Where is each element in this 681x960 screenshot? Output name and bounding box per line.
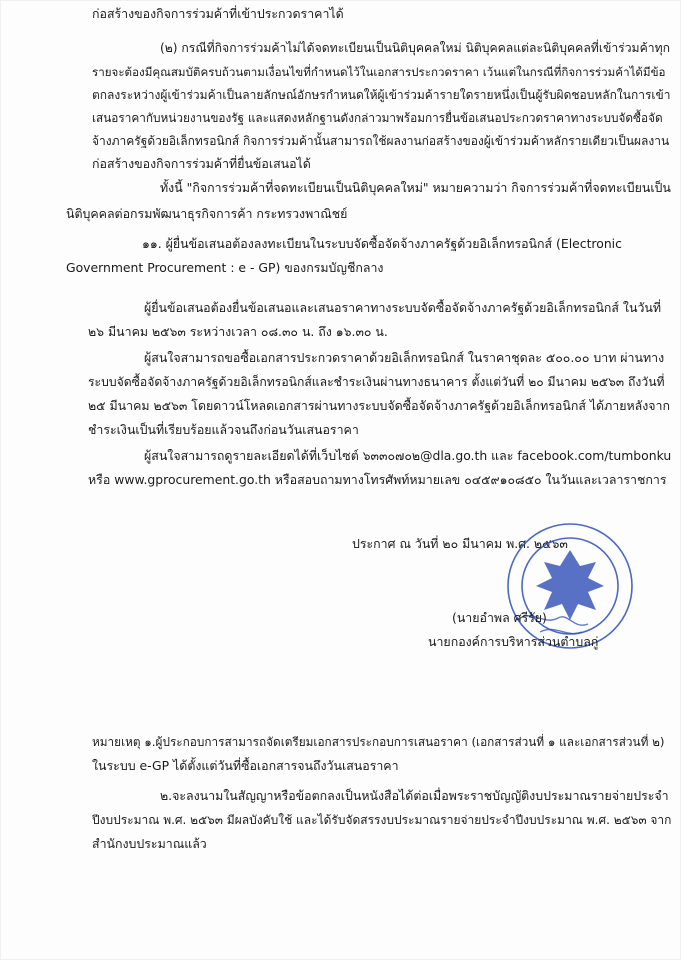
text-line: ๑๑. ผู้ยื่นข้อเสนอต้องลงทะเบียนในระบบจัดซื้อจัดจ้างภาครัฐด้วยอิเล็กทรอนิกส์ (Electronic <box>142 236 622 251</box>
text-line: ตกลงระหว่างผู้เข้าร่วมค้าเป็นลายลักษณ์อักษรกำหนดให้ผู้เข้าร่วมค้ารายใดรายหนึ่งเป็นผู้รับผิดชอบหลักในการเข้า <box>92 88 671 102</box>
text-line: หรือ www.gprocurement.go.th หรือสอบถามทางโทรศัพท์หมายเลข ๐๔๕๙๑๐๘๕๐ ในวันและเวลาราชการ <box>88 472 667 487</box>
signer-name: (นายอำพล ศรีรัย) <box>452 610 547 625</box>
text-line: ทั้งนี้ "กิจการร่วมค้าที่จดทะเบียนเป็นนิติบุคคลใหม่" หมายความว่า กิจการร่วมค้าที่จดทะเบียนเป็น <box>160 180 671 195</box>
text-line: ในระบบ e-GP ได้ตั้งแต่วันที่ซื้อเอกสารจนถึงวันเสนอราคา <box>92 758 399 773</box>
text-line: ๒๖ มีนาคม ๒๕๖๓ ระหว่างเวลา ๐๘.๓๐ น. ถึง ๑๖.๓๐ น. <box>88 324 388 339</box>
text-line: นิติบุคคลต่อกรมพัฒนาธุรกิจการค้า กระทรวงพาณิชย์ <box>66 206 348 221</box>
signer-title: นายกองค์การบริหารส่วนตำบลกู่ <box>428 634 599 649</box>
text-line: ระบบจัดซื้อจัดจ้างภาครัฐด้วยอิเล็กทรอนิกส์และชำระเงินผ่านทางธนาคาร ตั้งแต่วันที่ ๒๐ มีนาคม ๒๕๖๓ ถึงวันที่ <box>88 375 665 389</box>
text-line: รายจะต้องมีคุณสมบัติครบถ้วนตามเงื่อนไขที่กำหนดไว้ในเอกสารประกวดราคา เว้นแต่ในกรณีที่กิจการร่วมค้าได้มีข้อ <box>92 65 666 79</box>
text-line: Government Procurement : e - GP) ของกรมบัญชีกลาง <box>66 260 384 275</box>
text-line: ๒.จะลงนามในสัญญาหรือข้อตกลงเป็นหนังสือได้ต่อเมื่อพระราชบัญญัติงบประมาณรายจ่ายประจำ <box>160 788 669 803</box>
text-line: ชำระเงินเป็นที่เรียบร้อยแล้วจนถึงก่อนวันเสนอราคา <box>88 422 359 437</box>
text-line: ผู้ยื่นข้อเสนอต้องยื่นข้อเสนอและเสนอราคาทางระบบจัดซื้อจัดจ้างภาครัฐด้วยอิเล็กทรอนิกส์ ในวันที่ <box>144 300 662 315</box>
text-line: ก่อสร้างของกิจการร่วมค้าที่เข้าประกวดราคาได้ <box>92 6 344 21</box>
text-line: สำนักงบประมาณแล้ว <box>92 836 207 851</box>
text-line: ปีงบประมาณ พ.ศ. ๒๕๖๓ มีผลบังคับใช้ และได้รับจัดสรรงบประมาณรายจ่ายประจำปีงบประมาณ พ.ศ. ๒๕๖๓ จาก <box>92 813 672 827</box>
text-line: หมายเหตุ ๑.ผู้ประกอบการสามารถจัดเตรียมเอกสารประกอบการเสนอราคา (เอกสารส่วนที่ ๑ และเอกสารส่วนที่ ๒) <box>92 735 665 749</box>
text-line: จ้างภาครัฐด้วยอิเล็กทรอนิกส์ กิจการร่วมค้านั้นสามารถใช้ผลงานก่อสร้างของผู้เข้าร่วมค้าหลักรายเดียวเป็นผลงาน <box>92 134 670 148</box>
text-line: ๒๕ มีนาคม ๒๕๖๓ โดยดาวน์โหลดเอกสารผ่านทางระบบจัดซื้อจัดจ้างภาครัฐด้วยอิเล็กทรอนิกส์ ได้ภายหลังจาก <box>88 398 671 413</box>
text-line: ผู้สนใจสามารถดูรายละเอียดได้ที่เว็บไซต์ ๖๓๓๐๗๐๒@dla.go.th และ facebook.com/tumbonku <box>144 448 672 463</box>
announcement-date: ประกาศ ณ วันที่ ๒๐ มีนาคม พ.ศ. ๒๕๖๓ <box>352 536 568 551</box>
text-line: (๒) กรณีที่กิจการร่วมค้าไม่ได้จดทะเบียนเป็นนิติบุคคลใหม่ นิติบุคคลแต่ละนิติบุคคลที่เข้าร่วมค้าทุก <box>160 41 670 55</box>
text-line: เสนอราคากับหน่วยงานของรัฐ และแสดงหลักฐานดังกล่าวมาพร้อมการยื่นข้อเสนอประกวดราคาทางระบบจัดซื้อจัด <box>92 111 663 125</box>
text-line: ก่อสร้างของกิจการร่วมค้าที่ยื่นข้อเสนอได้ <box>92 156 311 171</box>
text-line: ผู้สนใจสามารถขอซื้อเอกสารประกวดราคาด้วยอิเล็กทรอนิกส์ ในราคาชุดละ ๕๐๐.๐๐ บาท ผ่านทาง <box>144 350 665 365</box>
